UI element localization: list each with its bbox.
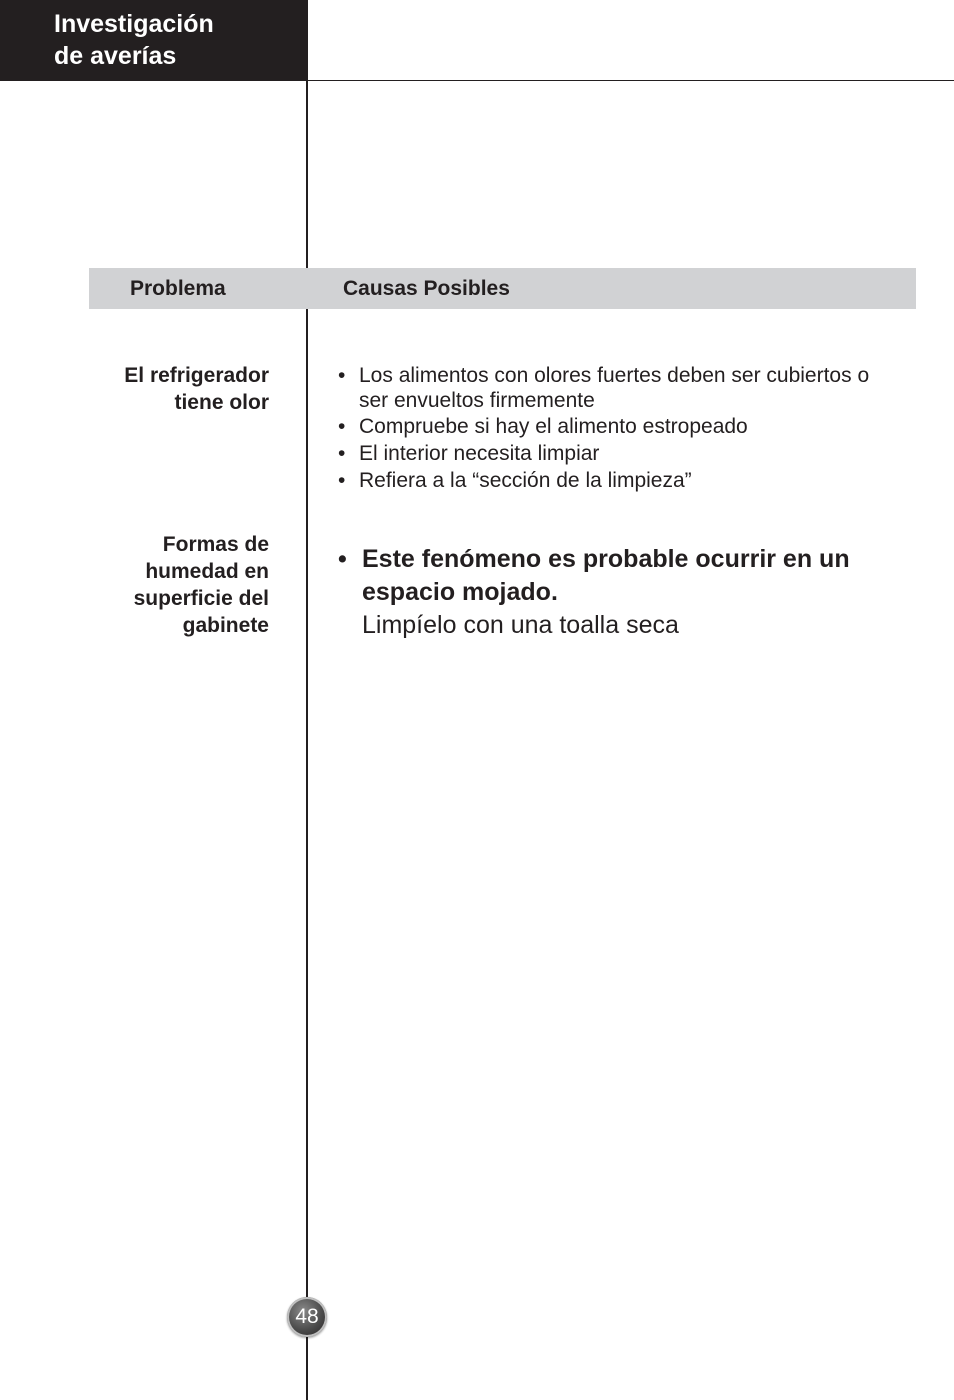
list-item: • Compruebe si hay el alimento estropeado: [338, 415, 748, 438]
problem-odor: El refrigerador tiene olor: [124, 364, 269, 414]
bullet: •: [338, 545, 347, 573]
list-item: • El interior necesita limpiar: [338, 442, 600, 465]
section-title: Investigación de averías: [54, 10, 214, 70]
cause-moisture: • Este fenómeno es probable ocurrir en un espacio mojado. Limpíelo con una toalla seca: [338, 545, 850, 639]
bullet: •: [338, 469, 346, 492]
section-header: [0, 0, 308, 81]
table-header: [89, 268, 916, 309]
list-item: • Los alimentos con olores fuertes deben ser cubiertos o: [338, 364, 870, 387]
page-number: 48: [287, 1297, 327, 1337]
bullet: •: [338, 364, 346, 387]
column-header-problem: Problema: [130, 277, 226, 300]
list-item: • Refiera a la “sección de la limpieza”: [338, 469, 692, 492]
problem-moisture: Formas de humedad en superficie del gabinete: [133, 533, 269, 637]
bullet: •: [338, 442, 346, 465]
list-item-continuation: ser envueltos firmemente: [359, 389, 595, 412]
header-rule: [308, 80, 954, 81]
bullet: •: [338, 415, 346, 438]
causes-list-odor: [338, 362, 918, 494]
column-header-causes: Causas Posibles: [343, 277, 510, 300]
